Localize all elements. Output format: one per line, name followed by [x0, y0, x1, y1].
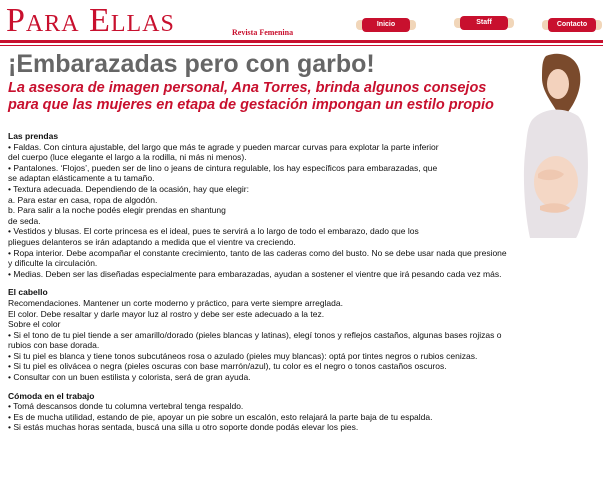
- site-logo[interactable]: Para Ellas: [6, 2, 175, 39]
- trabajo-line: • Es de mucha utilidad, estando de pie, apoyar un pie sobre un escalón, esto relajará la parte baja de tu espalda.: [8, 411, 433, 422]
- trabajo-line: • Si estás muchas horas sentada, buscá una silla u otro soporte donde podás elevar los pies.: [8, 422, 359, 433]
- cabello-line: • Consultar con un buen estilista y colorista, será de gran ayuda.: [8, 372, 251, 383]
- cabello-line: • Si tu piel es blanca y tiene tonos subcutáneos rosa o azulado (pieles muy blancas): optá por tintes negros o rubios cenizas.: [8, 350, 478, 361]
- prendas-line: a. Para estar en casa, ropa de algodón.: [8, 194, 158, 205]
- article-title: ¡Embarazadas pero con garbo!: [8, 50, 375, 78]
- nav-staff[interactable]: [454, 10, 514, 34]
- site-tagline: Revista Femenina: [232, 28, 294, 37]
- article-body: [8, 131, 590, 433]
- prendas-line: b. Para salir a la noche podés elegir prendas en shantung: [8, 205, 226, 216]
- prendas-line: de seda.: [8, 215, 41, 226]
- prendas-line: pliegues delanteros se irán adaptando a medida que el vientre va creciendo.: [8, 236, 296, 247]
- nav-contacto-label[interactable]: Contacto: [548, 18, 596, 32]
- prendas-line: del cuerpo (luce elegante el largo a la rodilla, ni más ni menos).: [8, 152, 247, 163]
- trabajo-line: • Tomá descansos donde tu columna vertebral tenga respaldo.: [8, 401, 244, 412]
- cabello-line: • Si tu piel es olivácea o negra (pieles oscuras con base marrón/azul), tu color es el negro o tonos castaños oscuros.: [8, 361, 447, 372]
- prendas-line: • Vestidos y blusas. El corte princesa es el ideal, pues te servirá a lo largo de todo el embarazo, dado que los: [8, 226, 419, 237]
- header-rule-thick: [0, 40, 603, 43]
- prendas-line: • Medias. Deben ser las diseñadas especialmente para embarazadas, ayudan a sostener el vientre que irá pesando cada vez más.: [8, 268, 502, 279]
- prendas-line: se adaptan elásticamente a tu tamaño.: [8, 173, 155, 184]
- prendas-line: • Faldas. Con cintura ajustable, del largo que más te agrade y pueden marcar curvas para explotar la parte inferior: [8, 141, 439, 152]
- nav-staff-label[interactable]: Staff: [460, 16, 508, 30]
- prendas-line: • Ropa interior. Debe acompañar el constante crecimiento, tanto de las caderas como del busto. No se debe usar nada que presione: [8, 247, 507, 258]
- section-heading-prendas: Las prendas: [8, 131, 59, 141]
- cabello-line: Recomendaciones. Mantener un corte moderno y práctico, para verte siempre arreglada.: [8, 297, 343, 308]
- header-rule-thin: [0, 45, 603, 46]
- cabello-line: Sobre el color: [8, 319, 61, 330]
- section-heading-cabello: El cabello: [8, 287, 48, 298]
- site-header: [0, 0, 603, 42]
- prendas-line: y dificulte la circulación.: [8, 258, 98, 269]
- prendas-line: • Textura adecuada. Dependiendo de la ocasión, hay que elegir:: [8, 183, 249, 194]
- prendas-line: • Pantalones. ‘Flojos’, pueden ser de lino o jeans de cintura regulable, los hay específicos para embarazadas, que: [8, 162, 438, 173]
- cabello-line: • Si el tono de tu piel tiende a ser amarillo/dorado (pieles blancas y latinas), elegí tonos y reflejos castaños, algunas bases rojizas o: [8, 329, 502, 340]
- cabello-line: El color. Debe resaltar y darle mayor luz al rostro y debe ser este adecuado a la tez.: [8, 308, 325, 319]
- cabello-line: rubios con base dorada.: [8, 340, 100, 351]
- section-heading-trabajo: Cómoda en el trabajo: [8, 390, 95, 401]
- nav-inicio[interactable]: [356, 12, 416, 36]
- article-subtitle: La asesora de imagen personal, Ana Torres, brinda algunos consejos para que las mujeres en etapa de gestación impongan un estilo propio: [8, 80, 494, 113]
- nav-inicio-label[interactable]: Inicio: [362, 18, 410, 32]
- nav-contacto[interactable]: [542, 12, 602, 36]
